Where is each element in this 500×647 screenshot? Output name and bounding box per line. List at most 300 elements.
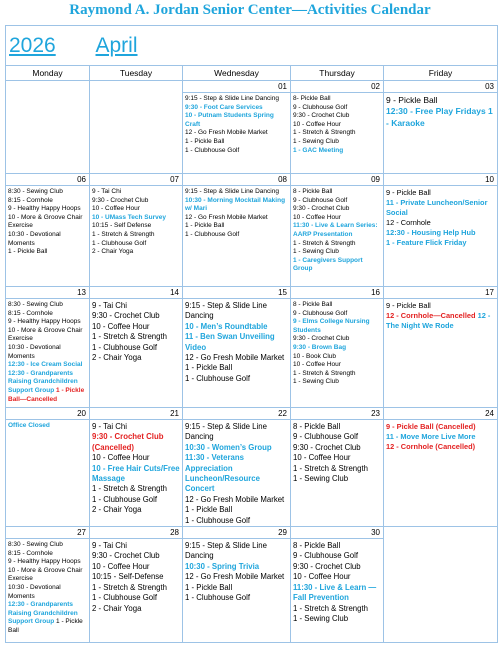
event-text: 12 - Go Fresh Mobile Market — [185, 572, 285, 582]
event-item — [92, 593, 180, 603]
event-text: 10 - Coffee Hour — [92, 321, 150, 331]
event-text: 8:15 - Cornhole — [8, 196, 53, 204]
event-item — [293, 353, 381, 362]
event-list — [90, 93, 182, 95]
day-cell — [90, 81, 183, 174]
week-row — [6, 81, 498, 174]
event-item — [185, 197, 288, 214]
event-list — [6, 186, 89, 257]
event-text: 1 - Stretch & Strength — [92, 582, 167, 592]
event-item — [92, 495, 180, 505]
event-item — [185, 562, 288, 572]
event-text: 10 - More & Groove Chair Exercise — [8, 326, 83, 343]
event-text: 9 - Pickle Ball — [386, 188, 431, 197]
event-list — [90, 299, 182, 363]
event-text: 9:30 - Crochet Club — [293, 112, 350, 120]
event-text: 9:15 - Step & Slide Line Dancing — [185, 422, 267, 442]
day-cell — [6, 527, 90, 643]
event-item — [185, 188, 288, 197]
event-text: 1 - GAC Meeting — [293, 146, 344, 154]
event-item — [185, 231, 288, 240]
event-list — [291, 93, 383, 155]
event-text: 10:30 - Morning Mocktail Making w/ Mari — [185, 196, 286, 213]
event-item — [293, 95, 381, 104]
event-item — [293, 422, 381, 432]
day-number: 27 — [6, 527, 89, 539]
event-item — [293, 474, 381, 484]
event-item — [293, 248, 381, 257]
day-number: 10 — [384, 174, 497, 186]
event-text: 9:30 - Crochet Club (Cancelled) — [92, 432, 164, 452]
event-item — [92, 301, 180, 311]
event-item — [8, 214, 87, 231]
event-item — [293, 551, 381, 561]
day-cell — [183, 287, 291, 408]
event-item — [185, 147, 288, 156]
event-item — [293, 541, 381, 551]
event-text: 12:30 - Grandparents Raising Grandchildren Support Group — [8, 369, 78, 394]
day-number: 28 — [90, 527, 182, 539]
event-text: Office Closed — [8, 422, 50, 429]
event-item — [92, 197, 180, 206]
event-text: 1 - Clubhouse Golf — [185, 146, 240, 154]
event-item — [386, 238, 495, 248]
year-label: 2026 — [9, 34, 56, 57]
day-number — [90, 81, 182, 93]
event-item — [293, 453, 381, 463]
day-cell — [291, 174, 384, 287]
day-cell — [6, 408, 90, 527]
event-item — [185, 572, 288, 582]
event-text: 1 - Sewing Club — [293, 613, 349, 623]
event-text: 9 - Clubhouse Golf — [293, 551, 359, 561]
week-row — [6, 174, 498, 287]
day-number: 01 — [183, 81, 290, 93]
day-number: 17 — [384, 287, 497, 299]
event-item — [293, 432, 381, 442]
day-number: 15 — [183, 287, 290, 299]
event-text: 9:15 - Step & Slide Line Dancing — [185, 95, 279, 102]
event-item — [185, 374, 288, 384]
event-item — [92, 604, 180, 614]
day-cell — [183, 527, 291, 643]
event-item — [293, 310, 381, 319]
event-list — [183, 420, 290, 526]
event-item — [92, 551, 180, 561]
event-item — [185, 505, 288, 515]
event-text: 2 - Chair Yoga — [92, 353, 142, 363]
event-item — [185, 495, 288, 505]
event-text: 8:30 - Sewing Club — [8, 188, 63, 195]
event-item — [293, 604, 381, 614]
event-list — [291, 420, 383, 484]
day-cell — [291, 408, 384, 527]
event-item — [8, 550, 87, 559]
event-text: 9:30 - Crochet Club — [293, 335, 350, 343]
event-text: 1 - Stretch & Strength — [92, 484, 167, 494]
event-item — [293, 335, 381, 344]
event-item — [293, 361, 381, 370]
day-number: 22 — [183, 408, 290, 420]
event-list — [90, 186, 182, 257]
event-item — [92, 505, 180, 515]
event-item — [293, 370, 381, 379]
event-text: 10:30 - Devotional Moments — [8, 343, 61, 360]
day-cell — [183, 81, 291, 174]
event-item — [8, 601, 87, 635]
event-text: 10 - Putnam Students Spring Craft — [185, 112, 274, 128]
event-text: 9 - Clubhouse Golf — [293, 309, 348, 317]
event-text: 8- Pickle Ball — [293, 95, 331, 102]
event-item — [386, 442, 495, 452]
event-item — [293, 378, 381, 387]
event-item — [185, 353, 288, 363]
day-number: 07 — [90, 174, 182, 186]
day-cell — [384, 287, 498, 408]
event-text: 9 - Healthy Happy Hoops — [8, 558, 81, 566]
event-item — [185, 541, 288, 562]
event-text: 12 - Go Fresh Mobile Market — [185, 213, 268, 221]
event-text: 9:30 - Crochet Club — [293, 205, 350, 213]
event-text: 9:15 - Step & Slide Line Dancing — [185, 541, 267, 561]
event-text: 9 - Clubhouse Golf — [293, 432, 359, 442]
event-text: 1 - Pickle Ball — [185, 582, 233, 592]
event-item — [92, 562, 180, 572]
event-item — [293, 112, 381, 121]
month-cell — [90, 26, 498, 66]
event-item — [92, 583, 180, 593]
event-text: 9:30 - Crochet Club — [92, 551, 160, 561]
event-item — [386, 198, 495, 218]
event-item — [293, 257, 381, 274]
event-text: 1 - Pickle Ball — [185, 505, 233, 515]
event-item — [92, 188, 180, 197]
event-list — [6, 539, 89, 636]
calendar-title: Raymond A. Jordan Senior Center—Activities Calendar — [69, 2, 431, 18]
year-cell — [6, 26, 90, 66]
month-label: April — [95, 34, 138, 57]
event-list — [291, 186, 383, 274]
event-text: 1 - Sewing Club — [293, 248, 339, 256]
event-item — [185, 138, 288, 147]
event-text: 10 - Coffee Hour — [293, 453, 351, 463]
day-number: 24 — [384, 408, 497, 420]
event-text: 1 - Pickle Ball — [185, 363, 233, 373]
event-text: 9 - Clubhouse Golf — [293, 196, 348, 204]
event-text: 10 - Coffee Hour — [293, 120, 341, 128]
event-list — [6, 299, 89, 404]
event-text: 1 - Clubhouse Golf — [185, 515, 251, 525]
event-list — [384, 299, 497, 331]
event-list — [384, 186, 497, 248]
event-item — [185, 443, 288, 453]
event-item — [8, 327, 87, 344]
event-item — [8, 344, 87, 361]
event-item — [92, 464, 180, 485]
event-text: 11 - Private Luncheon/Senior Social — [386, 198, 488, 217]
event-text: 12:30 - Grandparents Raising Grandchildren Support Group — [8, 601, 78, 626]
event-item — [92, 222, 180, 231]
calendar-grid — [5, 25, 498, 643]
event-text-extra: 12 - The Night We Rode — [386, 311, 491, 330]
event-list — [384, 539, 497, 541]
event-item — [386, 432, 495, 442]
event-item — [92, 343, 180, 353]
day-number: 08 — [183, 174, 290, 186]
event-item — [92, 432, 180, 453]
event-text: 1 - Clubhouse Golf — [92, 342, 158, 352]
event-list — [90, 420, 182, 516]
event-text: 12 - Cornhole (Cancelled) — [386, 442, 476, 451]
event-item — [293, 129, 381, 138]
event-text: 12 - Go Fresh Mobile Market — [185, 129, 268, 137]
event-text: 9 - Pickle Ball (Cancelled) — [386, 422, 476, 431]
event-text: 9 - Tai Chi — [92, 541, 127, 551]
day-number — [6, 81, 89, 93]
event-list — [183, 93, 290, 155]
event-item — [293, 562, 381, 572]
event-text: 11:30 - Veterans Appreciation Luncheon/Resource Concert — [185, 453, 260, 494]
event-item — [185, 95, 288, 104]
event-text: 1 - Stretch & Strength — [293, 129, 356, 137]
day-cell — [90, 408, 183, 527]
event-item — [92, 332, 180, 342]
event-text: 2 - Chair Yoga — [92, 248, 134, 256]
event-text: 10 - Free Hair Cuts/Free Massage — [92, 463, 180, 484]
event-text: 1 - Clubhouse Golf — [185, 230, 240, 238]
event-item — [386, 218, 495, 228]
event-text: 12:30 - Free Play Fridays 1 - Karaoke — [386, 106, 493, 128]
event-item — [386, 188, 495, 198]
event-text: 10 - Men’s Roundtable — [185, 321, 268, 331]
event-text: 9 - Pickle Ball — [386, 301, 431, 310]
event-item — [8, 361, 87, 370]
weekday-header: Wednesday — [183, 66, 291, 81]
event-text: 9:30 - Crochet Club — [92, 311, 160, 321]
event-text: 11 - Move More Live More — [386, 432, 476, 441]
event-item — [185, 593, 288, 603]
event-text: 11:30 - Live & Learn — Fall Prevention — [293, 582, 377, 603]
event-text: 12:30 - Ice Cream Social — [8, 361, 83, 369]
week-row — [6, 408, 498, 527]
day-number: 03 — [384, 81, 497, 93]
event-item — [92, 240, 180, 249]
event-text: 1 - Clubhouse Golf — [185, 373, 251, 383]
event-item — [8, 584, 87, 601]
event-item — [185, 129, 288, 138]
event-list — [183, 299, 290, 384]
event-text: 12 - Go Fresh Mobile Market — [185, 494, 285, 504]
day-cell — [291, 287, 384, 408]
weekday-header: Thursday — [291, 66, 384, 81]
event-item — [92, 572, 180, 582]
day-cell — [90, 527, 183, 643]
event-text: 12 - Go Fresh Mobile Market — [185, 353, 285, 363]
event-item — [8, 310, 87, 319]
event-item — [293, 197, 381, 206]
event-text: 1 - Sewing Club — [293, 474, 349, 484]
event-text: 12:30 - Housing Help Hub — [386, 228, 476, 237]
event-item — [293, 464, 381, 474]
day-number: 30 — [291, 527, 383, 539]
day-number: 20 — [6, 408, 89, 420]
event-text: 1 - Caregivers Support Group — [293, 256, 363, 273]
event-item — [185, 453, 288, 495]
event-item — [185, 301, 288, 322]
day-cell — [6, 81, 90, 174]
event-item — [293, 147, 381, 156]
event-item — [293, 240, 381, 249]
event-text: 10:30 - Devotional Moments — [8, 584, 61, 600]
event-text: 10:15 - Self Defense — [92, 222, 152, 230]
event-text: 9:30 - Brown Bag — [293, 343, 347, 351]
day-number: 13 — [6, 287, 89, 299]
event-text: 11 - Ben Swan Unveiling Video — [185, 332, 275, 352]
event-item — [386, 311, 495, 331]
day-number: 29 — [183, 527, 290, 539]
event-text: 1 - Feature Flick Friday — [386, 238, 467, 247]
event-text: 1 - Pickle Ball — [8, 248, 48, 256]
event-item — [386, 106, 495, 129]
event-item — [293, 344, 381, 353]
event-text: 1 - Pickle Ball — [185, 137, 225, 145]
event-list — [90, 539, 182, 614]
event-item — [8, 422, 87, 431]
event-text: 1 - Sewing Club — [293, 378, 339, 386]
event-text: 10 - UMass Tech Survey — [92, 213, 166, 221]
event-item — [92, 248, 180, 257]
weekday-header-row — [6, 66, 498, 81]
week-row — [6, 287, 498, 408]
event-text: 10 - Coffee Hour — [293, 213, 341, 221]
event-text: 9 - Pickle Ball — [386, 95, 438, 105]
event-text: 1 - Sewing Club — [293, 137, 339, 145]
event-list — [291, 539, 383, 624]
event-item — [8, 567, 87, 584]
event-text: 1 - Stretch & Strength — [293, 369, 356, 377]
event-item — [293, 121, 381, 130]
event-item — [92, 541, 180, 551]
event-list — [183, 539, 290, 603]
event-item — [92, 484, 180, 494]
event-text: 8 - Pickle Ball — [293, 188, 333, 195]
event-item — [8, 188, 87, 197]
event-text: 10:30 - Spring Trivia — [185, 561, 260, 571]
event-text-extra: 1 - Pickle Ball — [8, 618, 83, 634]
day-number: 21 — [90, 408, 182, 420]
day-cell — [90, 287, 183, 408]
event-item — [8, 231, 87, 248]
event-text-extra: 1 - Pickle Ball—Cancelled — [8, 386, 85, 403]
event-text: 1 - Pickle Ball — [185, 222, 225, 230]
weekday-header: Monday — [6, 66, 90, 81]
event-item — [92, 453, 180, 463]
day-cell — [384, 174, 498, 287]
event-item — [92, 422, 180, 432]
event-text: 9:30 - Crochet Club — [92, 196, 149, 204]
event-text: 10 - Book Club — [293, 352, 336, 360]
event-text: 1 - Stretch & Strength — [293, 239, 356, 247]
event-item — [92, 214, 180, 223]
event-item — [185, 583, 288, 593]
day-cell — [183, 408, 291, 527]
event-text: 1 - Stretch & Strength — [293, 603, 368, 613]
event-item — [185, 516, 288, 526]
event-item — [386, 95, 495, 106]
event-text: 10 - Coffee Hour — [92, 453, 150, 463]
event-item — [185, 104, 288, 113]
event-text: 10 - More & Groove Chair Exercise — [8, 213, 83, 230]
event-item — [386, 228, 495, 238]
event-item — [293, 583, 381, 604]
day-cell — [6, 174, 90, 287]
event-item — [185, 222, 288, 231]
event-item — [92, 322, 180, 332]
event-text: 2 - Chair Yoga — [92, 505, 142, 515]
event-text: 8:15 - Cornhole — [8, 309, 53, 317]
event-text: 1 - Stretch & Strength — [293, 463, 368, 473]
event-item — [293, 443, 381, 453]
event-list — [6, 93, 89, 95]
week-row — [6, 527, 498, 643]
day-cell — [90, 174, 183, 287]
event-item — [185, 322, 288, 332]
event-item — [386, 422, 495, 432]
event-text: 11:30 - Live & Learn Series: AARP Presentation — [293, 222, 378, 238]
day-number: 06 — [6, 174, 89, 186]
event-text: 10:15 - Self-Defense — [92, 572, 164, 582]
day-cell — [183, 174, 291, 287]
event-text: 10 - More & Groove Chair Exercise — [8, 566, 83, 583]
event-text: 9:15 - Step & Slide Line Dancing — [185, 301, 267, 321]
event-item — [185, 332, 288, 353]
event-text: 8:30 - Sewing Club — [8, 541, 63, 549]
event-text: 10 - Coffee Hour — [92, 205, 140, 213]
day-number: 23 — [291, 408, 383, 420]
event-text: 12 - Cornhole — [386, 218, 431, 227]
event-item — [185, 422, 288, 443]
event-item — [92, 311, 180, 321]
day-cell — [6, 287, 90, 408]
event-text: 9:30 - Crochet Club — [293, 442, 361, 452]
day-cell — [384, 527, 498, 643]
event-item — [293, 222, 381, 239]
event-text: 9 - Elms College Nursing Students — [293, 318, 370, 334]
event-text: 9:15 - Step & Slide Line Dancing — [185, 188, 279, 195]
weekday-header: Tuesday — [90, 66, 183, 81]
day-cell — [291, 81, 384, 174]
day-number: 16 — [291, 287, 383, 299]
event-text: 9 - Tai Chi — [92, 188, 122, 195]
event-text: 9 - Tai Chi — [92, 301, 127, 310]
event-item — [293, 572, 381, 582]
event-item — [92, 353, 180, 363]
event-text: 2 - Chair Yoga — [92, 603, 142, 613]
event-text: 9 - Clubhouse Golf — [293, 103, 348, 111]
day-cell — [384, 408, 498, 527]
event-item — [293, 188, 381, 197]
event-item — [92, 205, 180, 214]
event-list — [183, 186, 290, 240]
event-item — [293, 104, 381, 113]
event-text: 9 - Healthy Happy Hoops — [8, 318, 81, 326]
event-text: 8 - Pickle Ball — [293, 422, 341, 431]
event-text: 8 - Pickle Ball — [293, 541, 341, 551]
event-text: 1 - Clubhouse Golf — [92, 239, 147, 247]
event-item — [293, 318, 381, 335]
event-item — [8, 197, 87, 206]
event-text: 1 - Clubhouse Golf — [185, 593, 251, 603]
